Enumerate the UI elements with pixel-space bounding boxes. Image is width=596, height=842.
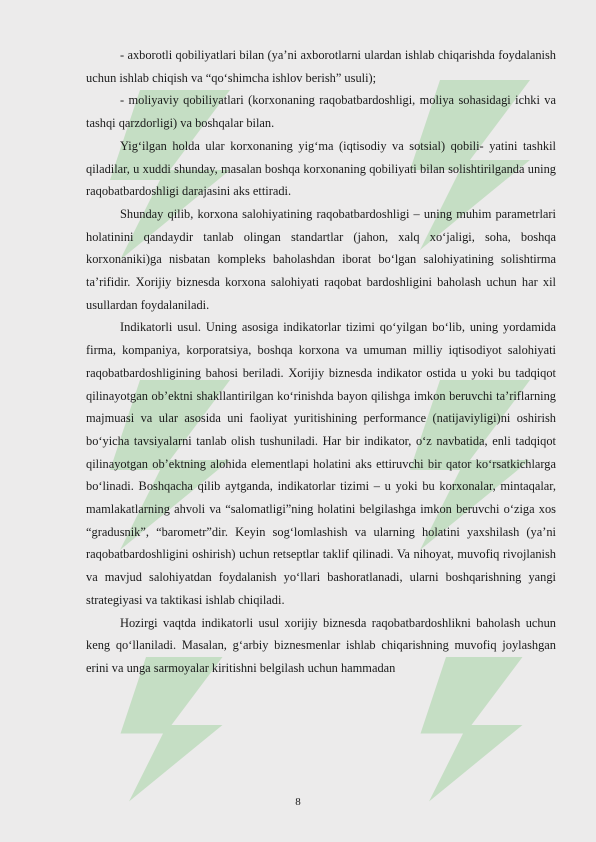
paragraph: - axborotli qobiliyatlari bilan (ya’ni axborotlarni ulardan ishlab chiqarishda foydalanish uchun ishlab chiqish va “qo‘shimcha ishlov berish” usuli); bbox=[86, 48, 556, 85]
paragraph: Hozirgi vaqtda indikatorli usul xorijiy biznesda raqobatbardoshlikni baholash uchun keng qo‘llaniladi. Masalan, g‘arbiy biznesmenlar ishlab chiqarishning muvofiq joylashgan erini va unga sarmoyalar kiritishni belgilash uchun hammadan bbox=[86, 615, 556, 675]
page-number: 8 bbox=[295, 796, 301, 808]
paragraph: - moliyaviy qobiliyatlari (korxonaning raqobatbardoshligi, moliya sohasidagi ichki va tashqi qarzdorligi) va boshqalar bilan. bbox=[86, 93, 556, 131]
paragraph: Shunday qilib, korxona salohiyatining raqobatbardoshligi – uning muhim parametrlari holatinini qandaydir tanlab olingan standartlar (jahon, xalq xo‘jaligi, soha, boshqa korxonaniki)ga nisbatan kompleks baholashdan iborat bo‘lgan salohiyatining solishtirma ta’rifidir. Xorijiy biznesda korxona salohiyati raqobat bardoshligini baholash uchun har xil usullardan foydalaniladi. bbox=[86, 206, 556, 312]
paragraph: Indikatorli usul. Uning asosiga indikatorlar tizimi qo‘yilgan bo‘lib, uning yordamida firma, kompaniya, korporatsiya, boshqa korxona va umuman milliy iqtisodiyot salohiyati raqobatbardoshligining bahosi beriladi. Xorijiy biznesda indikator ostida u yoki bu tadqiqot qilinayotgan ob’ektni shakllantirilgan ko‘rinishda bayon qilishga imkon beruvchi ta’riflarning majmuasi va ular asosida uni faoliyat yuritishining performance (natijaviyligi)ni oshirish bo‘yicha tavsiyalarni tanlab olish tushuniladi. Har bir indikator, o‘z navbatida, enli tadqiqot qilinayotgan ob’ektning alohida elementlapi holatini aks ettiruvchi bir qator ko‘rsatkichlarga bo‘linadi. Boshqacha qilib aytganda, indikatorlar tizimi – u yoki bu korxonalar, mintaqalar, mamlakatlarning ahvoli va “salomatligi”ning holatini belgilashga imkon beruvchi o‘ziga xos “gradusnik”, “barometr”dir. Keyin sog‘lomlashish va ularning holatini yaxshilash (ya’ni raqobatbardoshligini oshirish) uchun retseptlar taklif qilinadi. Va nihoyat, muvofiq rivojlanish va mavjud salohiyatdan foydalanish yo‘llari bashoratlanadi, ularni boshqarishning yangi strategiyasi va taktikasi ishlab chiqiladi. bbox=[86, 320, 556, 607]
paragraph: Yig‘ilgan holda ular korxonaning yig‘ma (iqtisodiy va sotsial) qobili- yatini tashkil qiladilar, u xuddi shunday, masalan boshqa korxonaning qobiliyati bilan solishtirilganda uning raqobatbardoshligi darajasini aks ettiradi. bbox=[86, 138, 556, 199]
body-text bbox=[86, 44, 556, 680]
